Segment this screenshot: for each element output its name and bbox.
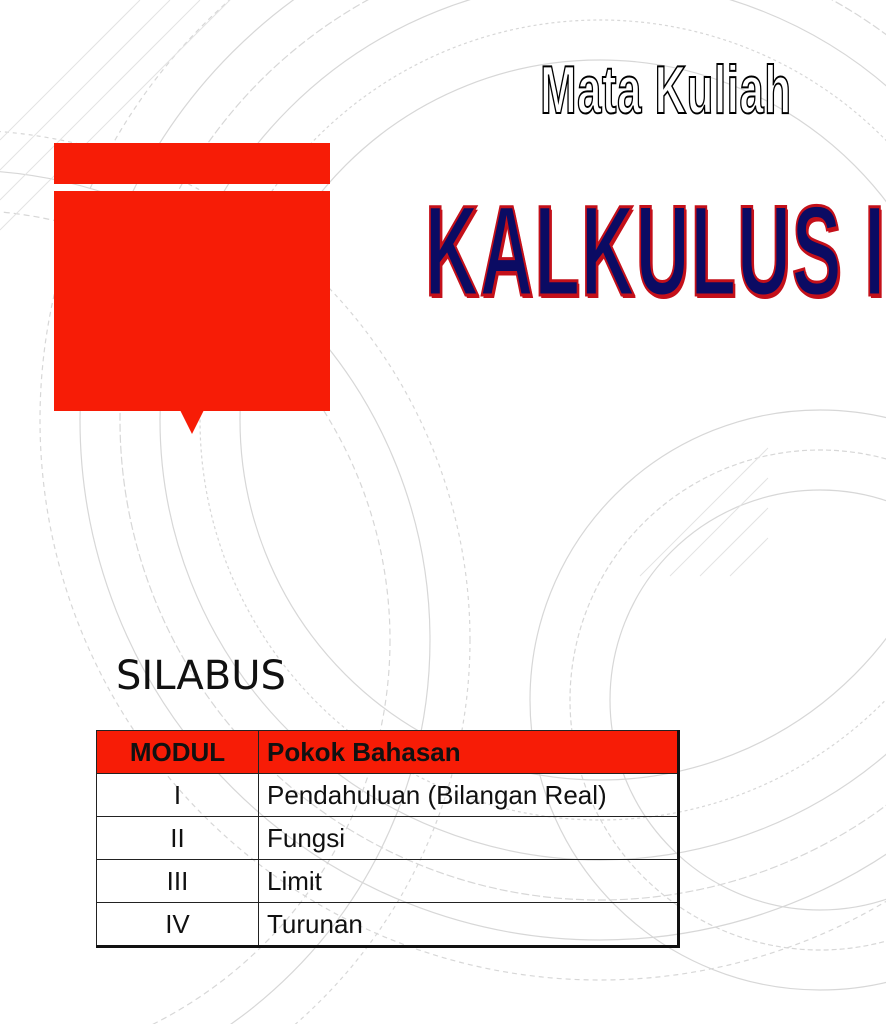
syllabus-table	[96, 730, 680, 948]
table-row	[97, 774, 679, 817]
topic-cell: Fungsi	[259, 817, 679, 860]
red-header-strip	[54, 143, 330, 184]
table-row	[97, 817, 679, 860]
modul-cell: III	[97, 860, 259, 903]
red-box-pointer	[180, 410, 204, 434]
course-subtitle: Mata Kuliah	[540, 52, 792, 128]
course-title: KALKULUS I	[424, 180, 886, 323]
topic-cell: Turunan	[259, 903, 679, 947]
syllabus-heading: SILABUS	[116, 653, 286, 699]
modul-cell: II	[97, 817, 259, 860]
red-title-box	[54, 191, 330, 411]
table-row	[97, 903, 679, 947]
column-header-topic: Pokok Bahasan	[259, 731, 679, 774]
table-header-row	[97, 731, 679, 774]
topic-cell: Pendahuluan (Bilangan Real)	[259, 774, 679, 817]
column-header-modul: MODUL	[97, 731, 259, 774]
topic-cell: Limit	[259, 860, 679, 903]
table-row	[97, 860, 679, 903]
modul-cell: I	[97, 774, 259, 817]
modul-cell: IV	[97, 903, 259, 947]
